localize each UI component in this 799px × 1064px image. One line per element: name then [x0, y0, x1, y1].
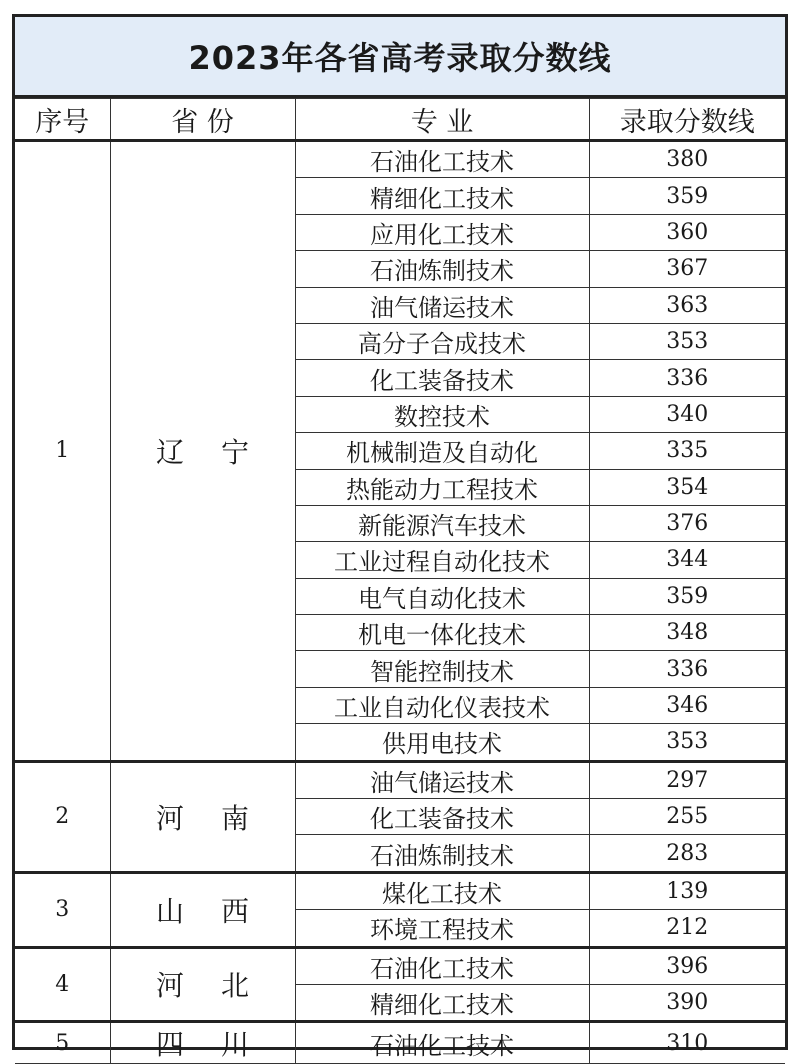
score-cell: 354: [589, 469, 785, 505]
table-row: [15, 947, 785, 984]
score-table-sheet: [12, 14, 788, 1062]
table-body: [15, 141, 785, 1064]
score-cell: 363: [589, 287, 785, 323]
province-cell: 河 南: [110, 761, 295, 872]
table-row: [15, 141, 785, 178]
header-row: [15, 99, 785, 141]
row-index-cell: 3: [15, 872, 110, 947]
header-score: 录取分数线: [589, 99, 785, 141]
score-cell: 139: [589, 872, 785, 909]
major-cell: 石油炼制技术: [295, 835, 589, 872]
score-cell: 346: [589, 687, 785, 723]
major-cell: 环境工程技术: [295, 910, 589, 947]
score-cell: 335: [589, 433, 785, 469]
major-cell: 石油化工技术: [295, 947, 589, 984]
score-cell: 255: [589, 799, 785, 835]
province-cell: 山 西: [110, 872, 295, 947]
major-cell: 油气储运技术: [295, 761, 589, 798]
table-title: 2023年各省高考录取分数线: [15, 17, 785, 98]
score-cell: 396: [589, 947, 785, 984]
header-index: 序号: [15, 99, 110, 141]
major-cell: 供用电技术: [295, 724, 589, 761]
score-cell: 348: [589, 615, 785, 651]
province-cell: 四 川: [110, 1022, 295, 1064]
row-index-cell: 5: [15, 1022, 110, 1064]
header-province: 省 份: [110, 99, 295, 141]
score-cell: 212: [589, 910, 785, 947]
major-cell: 电气自动化技术: [295, 578, 589, 614]
score-cell: 340: [589, 396, 785, 432]
score-cell: 344: [589, 542, 785, 578]
major-cell: 机电一体化技术: [295, 615, 589, 651]
score-cell: 360: [589, 214, 785, 250]
major-cell: 数控技术: [295, 396, 589, 432]
score-cell: 310: [589, 1022, 785, 1064]
major-cell: 煤化工技术: [295, 872, 589, 909]
score-table: [15, 98, 785, 1064]
major-cell: 智能控制技术: [295, 651, 589, 687]
major-cell: 应用化工技术: [295, 214, 589, 250]
table-row: [15, 872, 785, 909]
major-cell: 工业过程自动化技术: [295, 542, 589, 578]
header-major: 专 业: [295, 99, 589, 141]
major-cell: 化工装备技术: [295, 799, 589, 835]
major-cell: 石油化工技术: [295, 1022, 589, 1064]
score-cell: 390: [589, 984, 785, 1021]
table-row: [15, 761, 785, 798]
major-cell: 油气储运技术: [295, 287, 589, 323]
row-index-cell: 1: [15, 141, 110, 762]
major-cell: 机械制造及自动化: [295, 433, 589, 469]
major-cell: 新能源汽车技术: [295, 505, 589, 541]
score-cell: 359: [589, 178, 785, 214]
score-cell: 367: [589, 251, 785, 287]
row-index-cell: 2: [15, 761, 110, 872]
score-cell: 380: [589, 141, 785, 178]
major-cell: 工业自动化仪表技术: [295, 687, 589, 723]
major-cell: 热能动力工程技术: [295, 469, 589, 505]
score-cell: 359: [589, 578, 785, 614]
row-index-cell: 4: [15, 947, 110, 1022]
major-cell: 高分子合成技术: [295, 323, 589, 359]
major-cell: 化工装备技术: [295, 360, 589, 396]
score-cell: 336: [589, 360, 785, 396]
score-cell: 376: [589, 505, 785, 541]
score-cell: 297: [589, 761, 785, 798]
major-cell: 精细化工技术: [295, 178, 589, 214]
province-cell: 河 北: [110, 947, 295, 1022]
table-row: [15, 1022, 785, 1064]
score-cell: 353: [589, 323, 785, 359]
score-cell: 353: [589, 724, 785, 761]
major-cell: 石油化工技术: [295, 141, 589, 178]
province-cell: 辽 宁: [110, 141, 295, 762]
score-cell: 336: [589, 651, 785, 687]
major-cell: 石油炼制技术: [295, 251, 589, 287]
major-cell: 精细化工技术: [295, 984, 589, 1021]
score-cell: 283: [589, 835, 785, 872]
